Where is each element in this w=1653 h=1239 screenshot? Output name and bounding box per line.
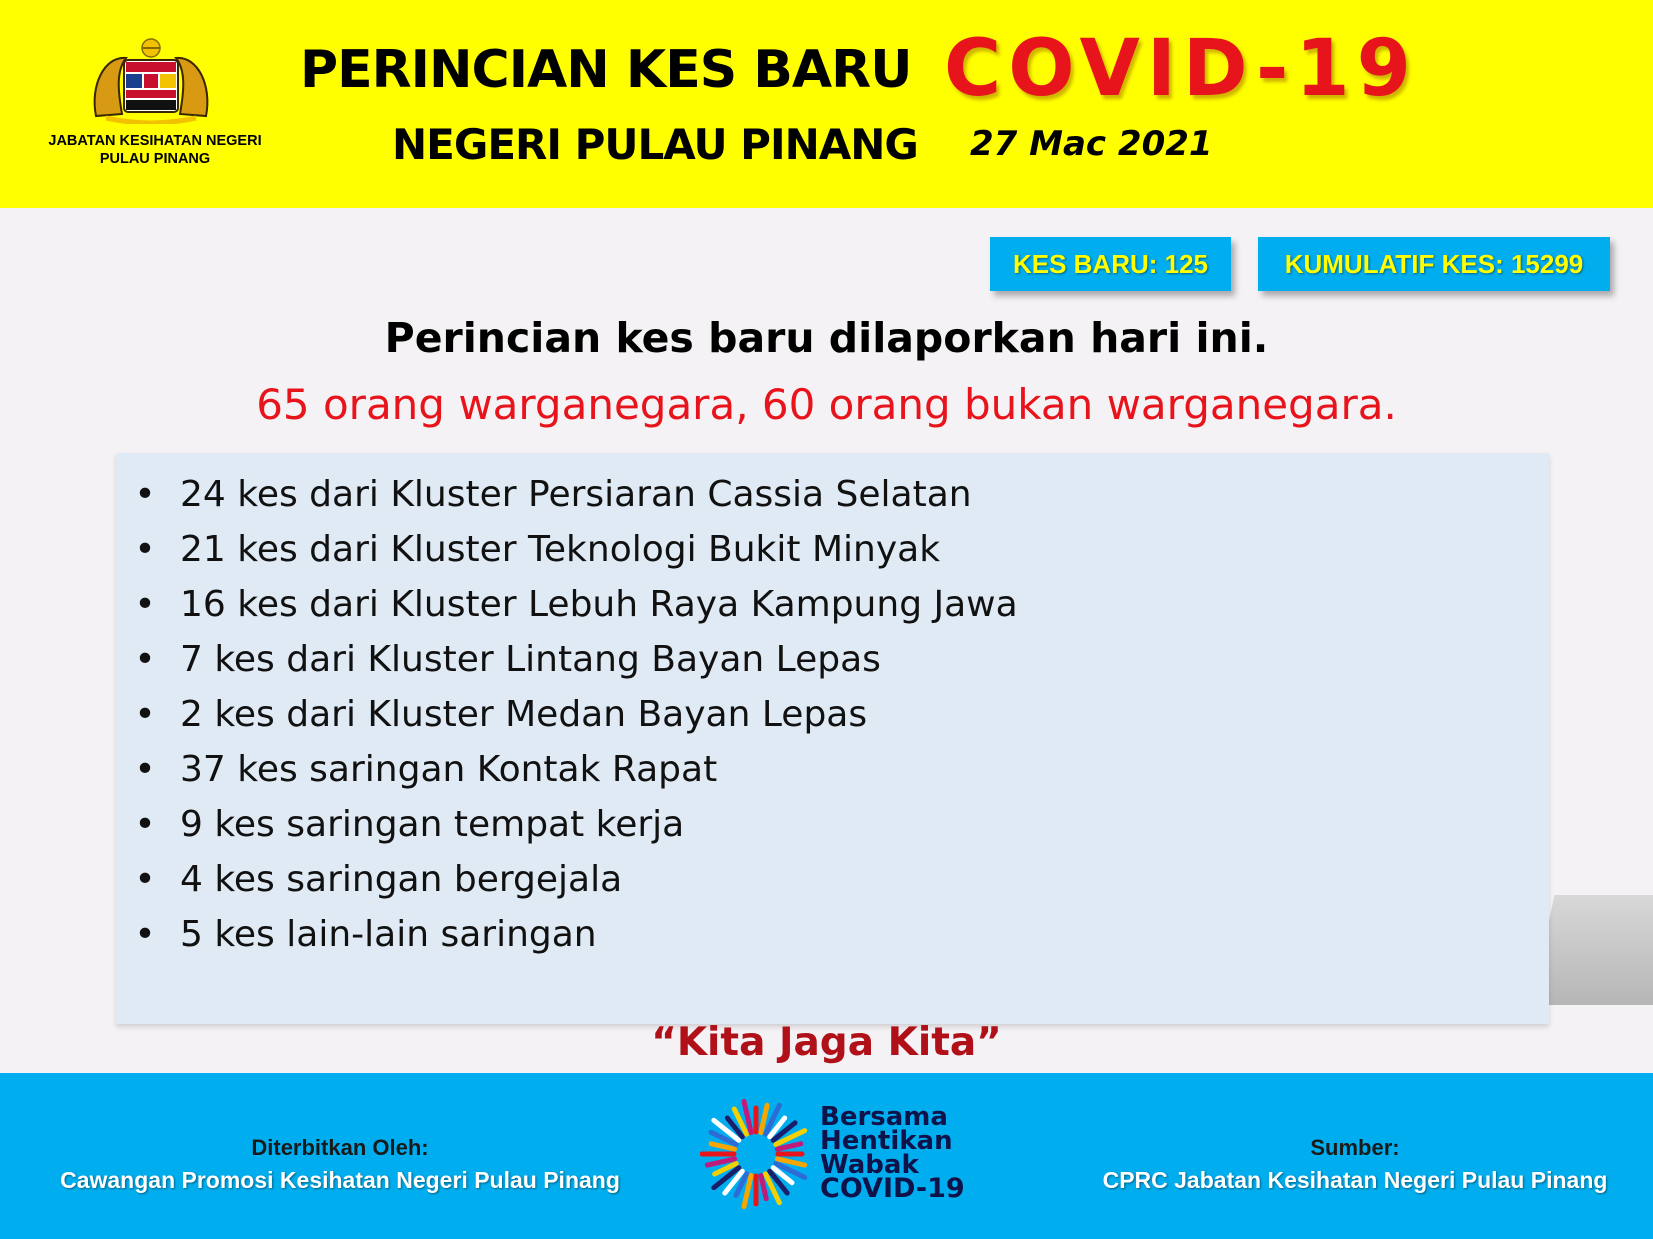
bullet-icon: • xyxy=(134,529,156,570)
new-cases-badge: KES BARU: 125 xyxy=(990,237,1231,291)
list-item-text: 5 kes lain-lain saringan xyxy=(180,914,597,955)
report-date: 27 Mac 2021 xyxy=(970,124,1213,164)
list-item-text: 7 kes dari Kluster Lintang Bayan Lepas xyxy=(180,639,881,680)
list-item-text: 24 kes dari Kluster Persiaran Cassia Selatan xyxy=(180,474,972,515)
case-list xyxy=(130,467,1018,962)
state-subtitle: NEGERI PULAU PINANG xyxy=(392,120,918,169)
list-item xyxy=(130,467,972,522)
department-line-2: PULAU PINANG xyxy=(99,151,211,167)
cumulative-cases-badge: KUMULATIF KES: 15299 xyxy=(1258,237,1610,291)
campaign-line: Wabak xyxy=(820,1150,919,1180)
list-item-text: 2 kes dari Kluster Medan Bayan Lepas xyxy=(180,694,868,735)
section-heading: Perincian kes baru dilaporkan hari ini. xyxy=(384,314,1269,362)
case-breakdown-panel xyxy=(116,453,1549,1024)
campaign-line: Hentikan xyxy=(820,1126,953,1156)
list-item xyxy=(130,907,597,962)
publisher-info xyxy=(40,1133,640,1197)
campaign-line: Bersama xyxy=(820,1102,948,1132)
page-title: PERINCIAN KES BARU xyxy=(300,40,912,100)
footer-banner xyxy=(0,1073,1653,1239)
department-line-1: JABATAN KESIHATAN NEGERI xyxy=(48,133,262,149)
bullet-icon: • xyxy=(134,804,156,845)
covid-title: COVID-19 xyxy=(944,24,1418,114)
bullet-icon: • xyxy=(134,914,156,955)
list-item xyxy=(130,577,1018,632)
list-item xyxy=(130,687,868,742)
list-item xyxy=(130,852,623,907)
publisher-value: Cawangan Promosi Kesihatan Negeri Pulau Pinang xyxy=(60,1167,620,1193)
source-label: Sumber: xyxy=(1310,1135,1400,1160)
nationality-summary: 65 orang warganegara, 60 orang bukan warganegara. xyxy=(256,380,1397,429)
list-item-text: 4 kes saringan bergejala xyxy=(180,859,623,900)
list-item-text: 37 kes saringan Kontak Rapat xyxy=(180,749,718,790)
bullet-icon: • xyxy=(134,859,156,900)
header-banner xyxy=(0,0,1653,208)
list-item-text: 9 kes saringan tempat kerja xyxy=(180,804,685,845)
list-item xyxy=(130,742,718,797)
slogan: “Kita Jaga Kita” xyxy=(651,1020,1002,1065)
source-info xyxy=(1060,1133,1650,1197)
bullet-icon: • xyxy=(134,749,156,790)
coat-of-arms-icon xyxy=(86,36,216,124)
source-value: CPRC Jabatan Kesihatan Negeri Pulau Pinang xyxy=(1102,1167,1608,1193)
bullet-icon: • xyxy=(134,584,156,625)
sunburst-logo-icon xyxy=(700,1098,812,1210)
campaign-line: COVID-19 xyxy=(820,1173,965,1204)
bullet-icon: • xyxy=(134,639,156,680)
bullet-icon: • xyxy=(134,474,156,515)
campaign-text xyxy=(820,1102,965,1204)
department-name xyxy=(20,132,290,168)
list-item xyxy=(130,632,881,687)
publisher-label: Diterbitkan Oleh: xyxy=(251,1135,429,1160)
list-item-text: 21 kes dari Kluster Teknologi Bukit Minyak xyxy=(180,529,941,570)
list-item xyxy=(130,522,941,577)
list-item xyxy=(130,797,685,852)
list-item-text: 16 kes dari Kluster Lebuh Raya Kampung Jawa xyxy=(180,584,1018,625)
bullet-icon: • xyxy=(134,694,156,735)
